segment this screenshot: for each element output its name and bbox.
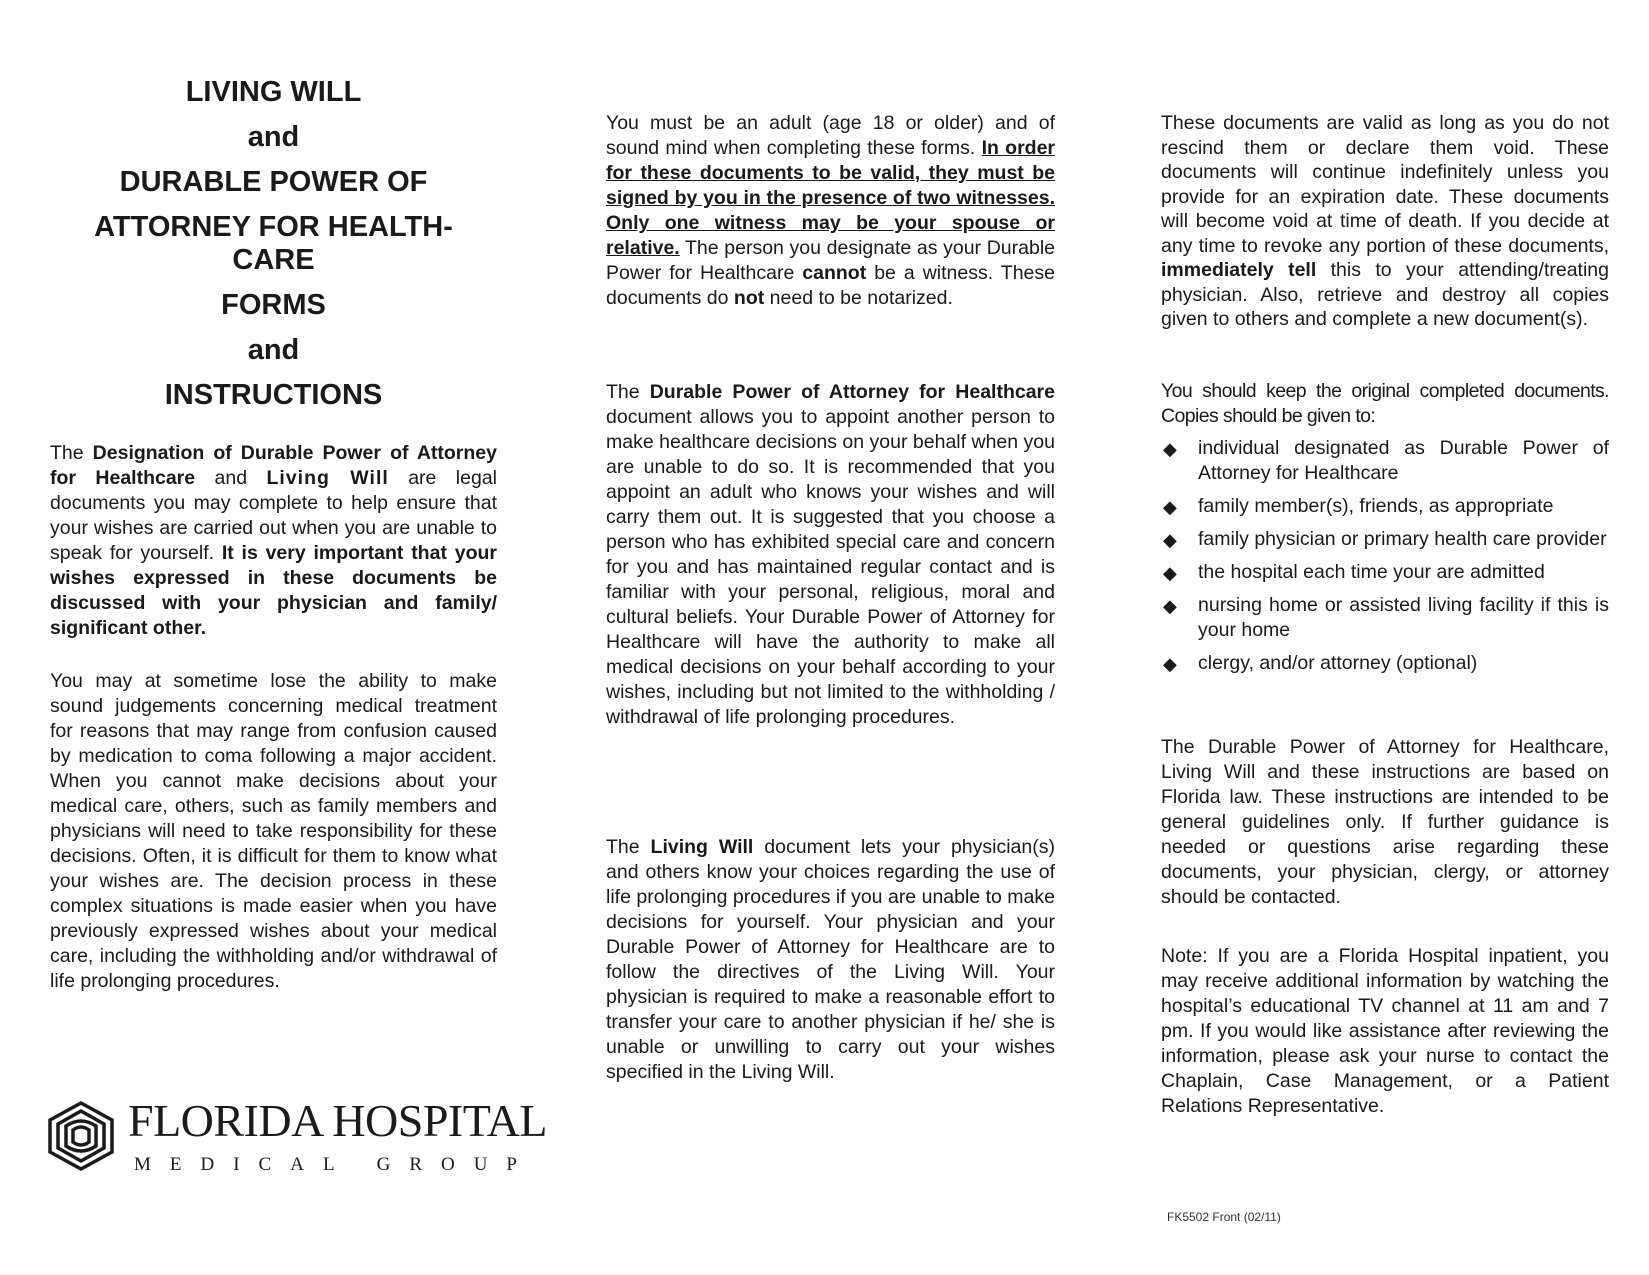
intro-paragraph (50, 441, 497, 641)
list-item-text: clergy, and/or attorney (optional) (1198, 652, 1478, 674)
validity-paragraph (1161, 111, 1609, 332)
text-run: The (606, 381, 650, 403)
text-run: this to your attending/treating physician. Also, retrieve and destroy all copies given to others and complete a new document(s). (1161, 259, 1609, 330)
text-run: and (195, 467, 267, 489)
bold-run: Durable Power of Attorney for Healthcare (649, 381, 1055, 403)
text-run: These documents are valid as long as you do not rescind them or declare them void. These documents will continue indefinitely unless you provide for an expiration date. These documents will become void at time of death. If you decide at any time to revoke any portion of these documents, (1161, 112, 1609, 257)
text-run: need to be notarized. (764, 287, 953, 309)
title-line: INSTRUCTIONS (164, 379, 383, 411)
diamond-bullet-icon: ◆ (1163, 563, 1177, 583)
diamond-bullet-icon: ◆ (1163, 596, 1177, 616)
text-run: document lets your physician(s) and others know your choices regarding the use of life prolonging procedures if you are unable to make decisions for yourself. Your physician and your Durable Power of Attorney for Healthcare are to follow the directives of the Living Will. Your physician is required to make a reasonable effort to transfer your care to another physician if he/ she is unable or unwilling to carry out your wishes specified in the Living Will. (606, 836, 1055, 1083)
hospital-emblem-icon (46, 1100, 116, 1172)
florida-hospital-logo (46, 1095, 547, 1180)
title-line: and (247, 334, 300, 366)
inpatient-note-paragraph: Note: If you are a Florida Hospital inpatient, you may receive additional information by watching the hospital’s educational TV channel at 11 am and 7 pm. If you would like assistance after reviewing the information, please ask your nurse to contact the Chaplain, Case Management, or a Patient Relations Representative. (1161, 945, 1609, 1117)
bold-run: Living Will (266, 467, 389, 489)
list-item (1161, 560, 1609, 585)
list-item (1161, 494, 1609, 519)
title-line: CARE (232, 244, 315, 276)
diamond-bullet-icon: ◆ (1163, 439, 1177, 459)
bold-run: not (733, 287, 765, 309)
text-run: The (50, 442, 93, 464)
bold-run: cannot (802, 262, 867, 284)
bold-run: immediately tell (1161, 259, 1317, 281)
bold-run: Designation of Durable Power of Attorney for Healthcare (50, 442, 497, 489)
text-run: You must be an adult (age 18 or older) and of sound mind when completing these forms. (606, 112, 1055, 159)
copies-list (1161, 436, 1609, 684)
copies-paragraph: You should keep the original completed documents. Copies should be given to: (1161, 380, 1609, 427)
living-will-paragraph (606, 835, 1055, 1085)
title-line: FORMS (221, 289, 326, 321)
requirements-paragraph (606, 111, 1055, 311)
title-line: ATTORNEY FOR HEALTH- (94, 211, 453, 243)
list-item-text: individual designated as Durable Power of Attorney for Healthcare (1198, 437, 1609, 484)
list-item (1161, 651, 1609, 676)
list-item-text: family physician or primary health care provider (1198, 528, 1607, 550)
ability-paragraph: You may at sometime lose the ability to make sound judgements concerning medical treatment for reasons that may range from confusion caused by medication to coma following a major accident. When you cannot make decisions about your medical care, others, such as family members and physicians will need to take responsibility for these decisions. Often, it is difficult for them to know what your wishes are. The decision process in these complex situations is made easier when you have previously expressed wishes about your medical care, including the withholding and/or withdrawal of life prolonging procedures. (50, 670, 497, 992)
text-run: The (606, 836, 651, 858)
florida-law-paragraph: The Durable Power of Attorney for Healthcare, Living Will and these instructions are based on Florida law. These instructions are intended to be general guidelines only. If further guidance is needed or questions arise regarding these documents, your physician, clergy, or attorney should be contacted. (1161, 736, 1609, 908)
title-line: and (247, 121, 300, 153)
form-code: FK5502 Front (02/11) (1167, 1210, 1281, 1224)
diamond-bullet-icon: ◆ (1163, 654, 1177, 674)
logo-wordmark: FLORIDA HOSPITAL (128, 1095, 547, 1146)
title-line: DURABLE POWER OF (119, 166, 428, 198)
list-item-text: nursing home or assisted living facility if this is your home (1198, 594, 1609, 641)
list-item (1161, 593, 1609, 643)
document-title (50, 76, 497, 424)
logo-subtitle: MEDICAL GROUP (134, 1154, 536, 1175)
bold-run: It is very important that your wishes expressed in these documents be discussed with your physician and family/ significant other. (50, 542, 497, 639)
text-run: be a witness. These documents do (606, 262, 1055, 309)
list-item (1161, 436, 1609, 486)
underlined-bold-run: In order for these documents to be valid, they must be signed by you in the presence of two witnesses. Only one witness may be your spouse or relative. (606, 137, 1056, 259)
bold-run: Living Will (650, 836, 754, 858)
list-item (1161, 527, 1609, 552)
list-item-text: family member(s), friends, as appropriate (1198, 495, 1554, 517)
diamond-bullet-icon: ◆ (1163, 530, 1177, 550)
durable-power-paragraph (606, 380, 1055, 730)
text-run: The person you designate as your Durable Power for Healthcare (606, 237, 1055, 284)
list-item-text: the hospital each time your are admitted (1198, 561, 1545, 583)
text-run: are legal documents you may complete to help ensure that your wishes are carried out when you are unable to speak for yourself. (50, 467, 497, 564)
diamond-bullet-icon: ◆ (1163, 497, 1177, 517)
text-run: document allows you to appoint another person to make healthcare decisions on your behalf when you are unable to do so. It is recommended that you appoint an adult who knows your wishes and will carry them out. It is suggested that you choose a person who has exhibited special care and concern for you and has maintained regular contact and is familiar with your personal, religious, moral and cultural beliefs. Your Durable Power of Attorney for Healthcare will have the authority to make all medical decisions on your behalf according to your wishes, including but not limited to the withholding / withdrawal of life prolonging procedures. (606, 406, 1055, 728)
title-line: LIVING WILL (185, 76, 362, 108)
